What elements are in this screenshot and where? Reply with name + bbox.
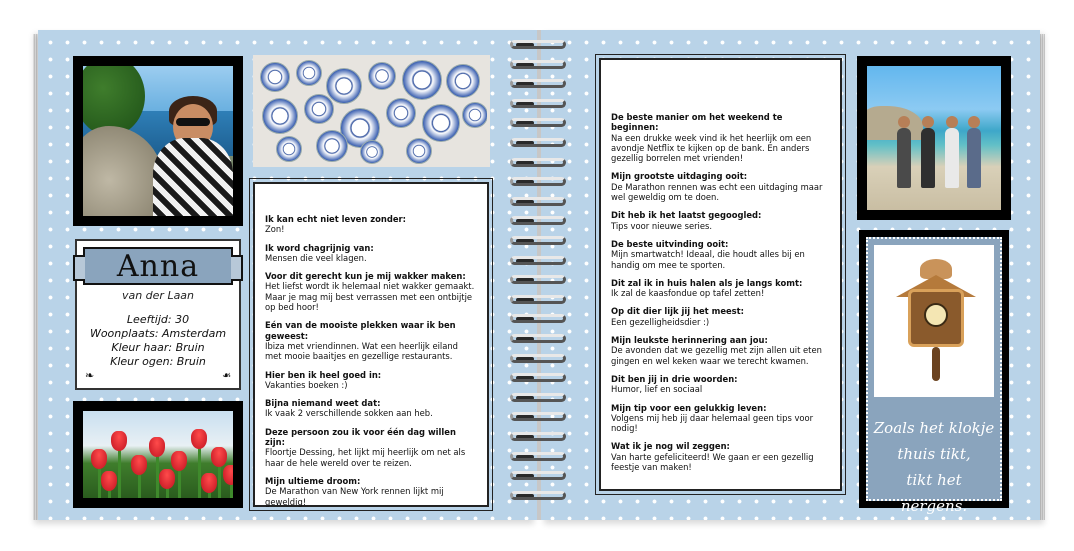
quote bbox=[872, 415, 996, 519]
plate-decoration bbox=[462, 102, 487, 128]
plate-decoration bbox=[386, 98, 416, 128]
qa-left-item bbox=[265, 427, 477, 468]
tulip-flower bbox=[223, 465, 233, 485]
answer: De Marathon van New York rennen lijkt mij geweldig! bbox=[265, 486, 444, 507]
quote-line: Zoals het klokje bbox=[873, 419, 995, 437]
tulip-flower bbox=[171, 451, 187, 471]
spiral-ring bbox=[510, 373, 566, 382]
spiral-ring bbox=[510, 138, 566, 147]
qa-right-item bbox=[611, 374, 830, 395]
qa-right-item bbox=[611, 112, 830, 163]
question: Voor dit gerecht kun je mij wakker maken: bbox=[265, 271, 466, 282]
spiral-binding bbox=[510, 36, 570, 516]
question: Op dit dier lijk jij het meest: bbox=[611, 306, 745, 317]
answer: Vakanties boeken :) bbox=[265, 379, 348, 390]
qa-right-item bbox=[611, 210, 830, 231]
answer: Van harte gefeliciteerd! We gaan er een gezellig feestje van maken! bbox=[611, 451, 814, 473]
person-figure bbox=[921, 128, 935, 188]
spiral-ring bbox=[510, 354, 566, 363]
plate-decoration bbox=[422, 104, 460, 142]
answer: Mensen die veel klagen. bbox=[265, 252, 367, 263]
question: Mijn leukste herinnering aan jou: bbox=[611, 335, 768, 346]
plate-decoration bbox=[326, 68, 362, 104]
question: Dit heb ik het laatst gegoogled: bbox=[611, 210, 762, 221]
fact-hair: Kleur haar: Bruin bbox=[111, 341, 205, 354]
tulip-flower bbox=[191, 429, 207, 449]
first-name: Anna bbox=[116, 248, 200, 284]
spiral-ring bbox=[510, 491, 566, 500]
person-figure-head bbox=[922, 116, 934, 128]
qa-left-item bbox=[265, 214, 477, 235]
spiral-ring bbox=[510, 295, 566, 304]
spiral-ring bbox=[510, 216, 566, 225]
plate-decoration bbox=[262, 98, 298, 134]
qa-left-item bbox=[265, 398, 477, 419]
question: Eén van de mooiste plekken waar ik ben geweest: bbox=[265, 320, 456, 341]
answer: Ik zal de kaasfondue op tafel zetten! bbox=[611, 288, 765, 299]
spiral-ring bbox=[510, 471, 566, 480]
qa-left-item bbox=[265, 370, 477, 391]
plate-decoration bbox=[446, 64, 480, 98]
spiral-ring bbox=[510, 393, 566, 402]
plate-decoration bbox=[260, 62, 290, 92]
photo-tulips bbox=[75, 403, 241, 506]
plate-decoration bbox=[316, 130, 348, 162]
qa-left-item bbox=[265, 320, 477, 361]
plate-decoration bbox=[406, 138, 432, 164]
plate-decoration bbox=[296, 60, 322, 86]
qa-right-item bbox=[611, 441, 830, 472]
answer: Een gezelligheidsdier :) bbox=[611, 316, 710, 327]
plate-decoration bbox=[304, 94, 334, 124]
qa-left-item bbox=[265, 476, 477, 507]
heart-flourish-icon: ❧ bbox=[221, 370, 231, 382]
fact-eyes: Kleur ogen: Bruin bbox=[110, 355, 206, 368]
question: Dit ben jij in drie woorden: bbox=[611, 373, 738, 384]
qa-box-right bbox=[599, 58, 842, 491]
last-name: van der Laan bbox=[121, 289, 195, 302]
person-figure bbox=[967, 128, 981, 188]
qa-left-item bbox=[265, 243, 477, 264]
plate-decoration bbox=[368, 62, 396, 90]
spiral-ring bbox=[510, 236, 566, 245]
person-figure-head bbox=[898, 116, 910, 128]
question: Deze persoon zou ik voor één dag willen zijn: bbox=[265, 426, 456, 448]
qa-right-item bbox=[611, 239, 830, 270]
spiral-ring bbox=[510, 432, 566, 441]
person-figure bbox=[945, 128, 959, 188]
spiral-ring bbox=[510, 99, 566, 108]
answer: Humor, lief en sociaal bbox=[611, 384, 703, 395]
answer: Het liefst wordt ik helemaal niet wakker gemaakt. Maar je mag mij best verrassen met een ontbijtje op bed hoor! bbox=[265, 281, 475, 313]
spiral-ring bbox=[510, 118, 566, 127]
fact-city: Woonplaats: Amsterdam bbox=[89, 327, 227, 340]
tulip-flower bbox=[201, 473, 217, 493]
fact-age: Leeftijd: 30 bbox=[126, 313, 190, 326]
question: Mijn ultieme droom: bbox=[265, 475, 361, 486]
spiral-ring bbox=[510, 197, 566, 206]
question: Hier ben ik heel goed in: bbox=[265, 369, 382, 380]
spiral-ring bbox=[510, 79, 566, 88]
spiral-ring bbox=[510, 60, 566, 69]
tulip-stem bbox=[218, 463, 221, 498]
cuckoo-clock-icon bbox=[874, 245, 994, 397]
qa-box-left bbox=[253, 182, 489, 507]
question: De beste uitvinding ooit: bbox=[611, 238, 729, 249]
tulip-flower bbox=[149, 437, 165, 457]
tulip-flower bbox=[101, 471, 117, 491]
spiral-ring bbox=[510, 334, 566, 343]
qa-right-item bbox=[611, 403, 830, 434]
quote-line: tikt het nergens. bbox=[900, 471, 968, 515]
answer: De avonden dat we gezellig met zijn allen uit eten gingen en wel keken waar we terecht kwamen. bbox=[611, 345, 822, 366]
qa-left-item bbox=[265, 271, 477, 312]
photo-anna bbox=[75, 58, 241, 224]
question: Mijn grootste uitdaging ooit: bbox=[611, 171, 748, 182]
spiral-ring bbox=[510, 412, 566, 421]
tulip-flower bbox=[211, 447, 227, 467]
answer: Ibiza met vriendinnen. Wat een heerlijk eiland met mooie baaitjes en gezellige restaurants. bbox=[265, 340, 459, 362]
answer: Floortje Dessing, het lijkt mij heerlijk om net als haar de hele wereld over te reizen. bbox=[265, 447, 466, 468]
question: Bijna niemand weet dat: bbox=[265, 398, 381, 409]
heart-flourish-icon: ❧ bbox=[85, 370, 95, 382]
question: Ik kan echt niet leven zonder: bbox=[265, 214, 406, 224]
profile-facts bbox=[77, 313, 239, 369]
tulip-flower bbox=[111, 431, 127, 451]
spiral-ring bbox=[510, 158, 566, 167]
qa-right-item bbox=[611, 278, 830, 299]
tulip-flower bbox=[159, 469, 175, 489]
answer: Mijn smartwatch! Ideaal, die houdt alles bij en handig om mee te sporten. bbox=[611, 249, 805, 270]
tulip-stem bbox=[198, 445, 201, 498]
tulip-flower bbox=[131, 455, 147, 475]
question: Mijn tip voor een gelukkig leven: bbox=[611, 402, 767, 413]
spiral-ring bbox=[510, 314, 566, 323]
qa-right-item bbox=[611, 171, 830, 202]
question: Ik word chagrijnig van: bbox=[265, 242, 374, 253]
answer: Zon! bbox=[265, 224, 285, 235]
tulip-stem bbox=[178, 467, 181, 498]
plate-decoration bbox=[402, 60, 442, 100]
person-figure-head bbox=[968, 116, 980, 128]
spiral-ring bbox=[510, 275, 566, 284]
name-card bbox=[75, 239, 241, 390]
person-figure bbox=[897, 128, 911, 188]
spiral-ring bbox=[510, 40, 566, 49]
answer: Ik vaak 2 verschillende sokken aan heb. bbox=[265, 408, 433, 419]
question: Wat ik je nog wil zeggen: bbox=[611, 441, 730, 452]
answer: Tips voor nieuwe series. bbox=[611, 220, 713, 231]
answer: Na een drukke week vind ik het heerlijk om een avondje Netflix te kijken op de bank. En anders gezellig borrelen met vrienden! bbox=[611, 132, 812, 164]
name-banner bbox=[83, 247, 233, 285]
clock-frame bbox=[859, 230, 1009, 515]
answer: Volgens mij heb jij daar helemaal geen tips voor nodig! bbox=[611, 412, 814, 434]
plate-decoration bbox=[276, 136, 302, 162]
qa-right-item bbox=[611, 335, 830, 366]
answer: De Marathon rennen was echt een uitdaging maar wel geweldig om te doen. bbox=[611, 181, 823, 203]
tulip-stem bbox=[118, 447, 121, 498]
question: Dit zal ik in huis halen als je langs komt: bbox=[611, 277, 803, 288]
quote-line: thuis tikt, bbox=[897, 445, 971, 463]
plate-decoration bbox=[360, 140, 384, 164]
photo-beach bbox=[859, 58, 1009, 218]
tulip-stem bbox=[138, 471, 141, 498]
spiral-ring bbox=[510, 177, 566, 186]
spiral-ring bbox=[510, 256, 566, 265]
tulip-flower bbox=[91, 449, 107, 469]
photo-plates bbox=[253, 55, 490, 167]
qa-right-item bbox=[611, 306, 830, 327]
spiral-ring bbox=[510, 452, 566, 461]
question: De beste manier om het weekend te beginnen: bbox=[611, 112, 783, 133]
person-figure-head bbox=[946, 116, 958, 128]
